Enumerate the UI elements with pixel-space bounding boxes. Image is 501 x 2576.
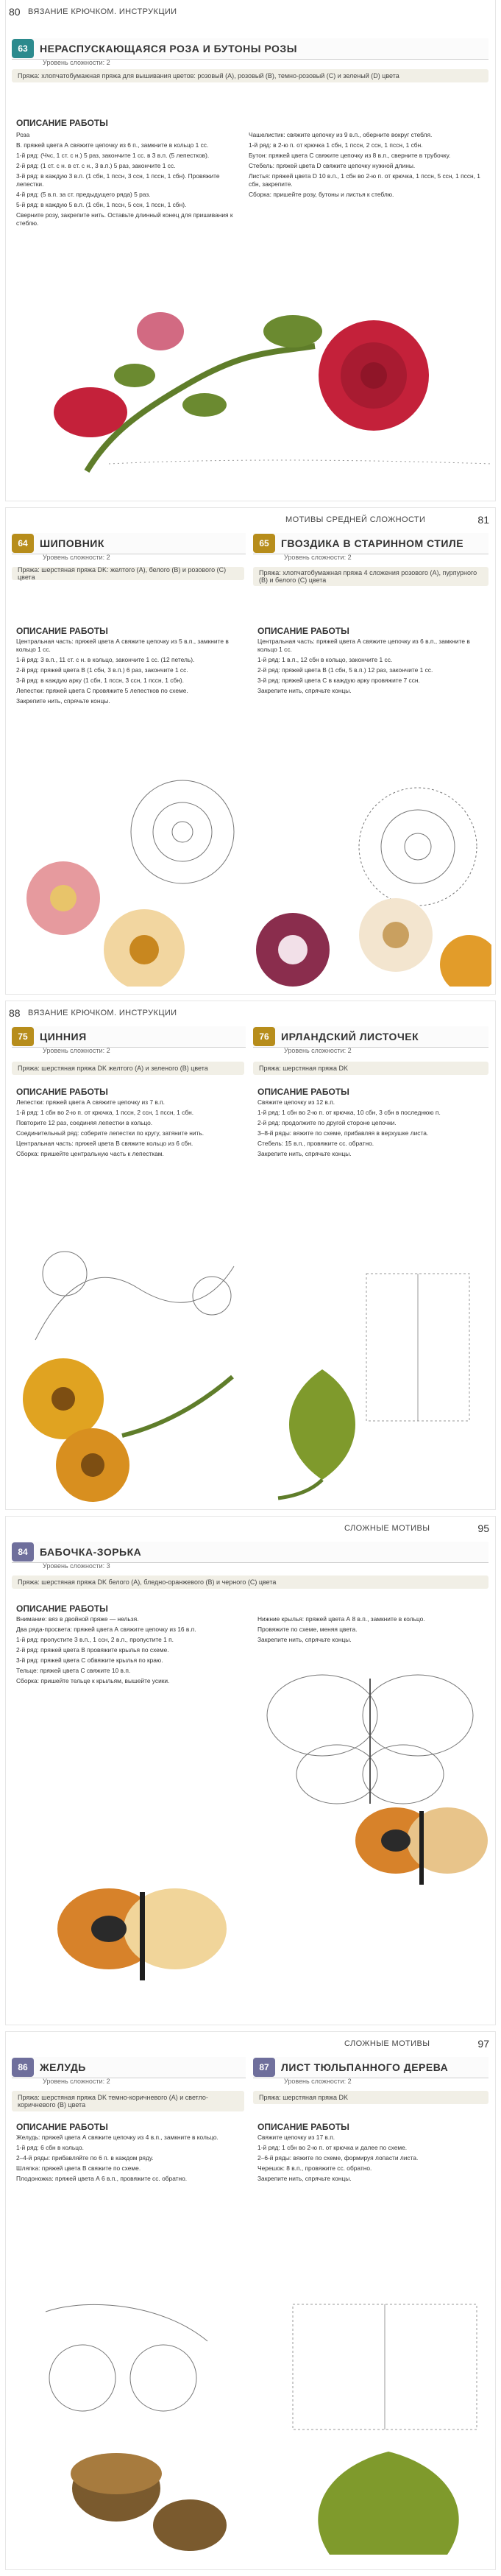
section-subhead: ОПИСАНИЕ РАБОТЫ bbox=[16, 626, 108, 636]
text-line: Стебель: пряжей цвета D свяжите цепочку нужной длины. bbox=[249, 162, 416, 169]
instructions-left bbox=[16, 2134, 237, 2281]
section-subtitle: Уровень сложности: 2 bbox=[284, 554, 352, 561]
section-subhead: ОПИСАНИЕ РАБОТЫ bbox=[16, 1087, 108, 1097]
text-line: Плодоножка: пряжей цвета А 6 в.п., провяжите сс. обратно. bbox=[16, 2175, 188, 2182]
text-line: 2-й ряд: (1 ст. с н. в ст. с н., 3 в.п.) 5 раз, закончите 1 сс. bbox=[16, 162, 176, 169]
text-line: 3-й ряд: в каждую 3 в.п. (1 сбн, 1 пссн, 3 ссн, 1 пссн, 1 сбн). Провяжите лепестки. bbox=[16, 172, 220, 188]
text-line: 1-й ряд: (Ччс, 1 ст. с н.) 5 раз, закончите 1 сс. в 3 в.п. (5 лепестков). bbox=[16, 152, 210, 159]
section-number-badge: 65 bbox=[253, 534, 275, 553]
butterfly-diagram bbox=[256, 1664, 484, 1811]
text-line: 1-й ряд: 3 в.п., 11 ст. с н. в кольцо, закончите 1 сс. (12 петель). bbox=[16, 656, 195, 663]
section-number-badge: 86 bbox=[12, 2058, 34, 2077]
section-subtitle: Уровень сложности: 2 bbox=[43, 2078, 110, 2085]
section-header-left bbox=[12, 1026, 246, 1048]
text-line: 1-й ряд: 1 в.п., 12 сбн в кольцо, закончите 1 сс. bbox=[257, 656, 393, 663]
page-number: 95 bbox=[477, 1522, 489, 1534]
section-number-badge: 75 bbox=[12, 1027, 34, 1046]
text-line: 3-й ряд: в каждую арку (1 сбн, 1 пссн, 3 ссн, 1 пссн, 1 сбн). bbox=[16, 677, 184, 684]
section-subtitle: Уровень сложности: 2 bbox=[43, 1047, 110, 1054]
text-line: Тельце: пряжей цвета С свяжите 10 в.п. bbox=[16, 1667, 131, 1674]
section-number-badge: 63 bbox=[12, 39, 34, 58]
text-line: 2–4-й ряды: прибавляйте по 6 п. в каждом ряду. bbox=[16, 2154, 154, 2162]
yarn-info: Пряжа: шерстяная пряжа DK bbox=[253, 1062, 488, 1075]
text-line: Стебель: 15 в.п., провяжите сс. обратно. bbox=[257, 1140, 374, 1147]
section-subtitle: Уровень сложности: 2 bbox=[43, 554, 110, 561]
yarn-info: Пряжа: шерстяная пряжа DK: желтого (А), белого (В) и розового (С) цвета bbox=[12, 567, 244, 580]
text-line: 2-й ряд: пряжей цвета В провяжите крылья по схеме. bbox=[16, 1646, 169, 1654]
section-title: ЛИСТ ТЮЛЬПАННОГО ДЕРЕВА bbox=[281, 2061, 449, 2073]
section-header bbox=[12, 1542, 488, 1563]
text-line: 2-й ряд: пряжей цвета В (1 сбн, 5 в.п.) 12 раз, закончите 1 сс. bbox=[257, 666, 433, 674]
section-subtitle: Уровень сложности: 3 bbox=[43, 1562, 110, 1570]
text-line: Листья: пряжей цвета D 10 в.п., 1 сбн во 2-ю п. от крючка, 1 пссн, 5 ссн, 1 пссн, 1 сбн, закрепите. bbox=[249, 172, 480, 188]
yarn-info: Пряжа: шерстяная пряжа DK белого (А), бледно-оранжевого (В) и черного (С) цвета bbox=[12, 1575, 488, 1589]
page-number: 88 bbox=[9, 1007, 21, 1019]
text-line: Закрепите нить, спрячьте концы. bbox=[257, 1636, 352, 1643]
acorn-photo bbox=[50, 2429, 256, 2562]
section-title: ЦИННИЯ bbox=[40, 1031, 87, 1042]
text-line: Центральная часть: пряжей цвета А свяжите цепочку из 6 в.п., замкните в кольцо 1 сс. bbox=[257, 638, 470, 653]
running-head: ВЯЗАНИЕ КРЮЧКОМ. ИНСТРУКЦИИ bbox=[28, 7, 177, 16]
text-line: Чашелистик: свяжите цепочку из 9 в.п., оберните вокруг стебля. bbox=[249, 131, 433, 138]
text-line: 1-й ряд: 1 сбн во 2-ю п. от крючка, 10 сбн, 3 сбн в последнюю п. bbox=[257, 1109, 441, 1116]
running-head: СЛОЖНЫЕ МОТИВЫ bbox=[344, 2039, 430, 2048]
page-88 bbox=[6, 1001, 495, 1509]
page-80 bbox=[6, 0, 495, 501]
section-title: ЖЕЛУДЬ bbox=[40, 2061, 86, 2073]
section-title: НЕРАСПУСКАЮЩАЯСЯ РОЗА И БУТОНЫ РОЗЫ bbox=[40, 43, 297, 54]
text-line: Провяжите по схеме, меняя цвета. bbox=[257, 1626, 358, 1633]
section-subhead: ОПИСАНИЕ РАБОТЫ bbox=[16, 118, 108, 128]
text-line: Бутон: пряжей цвета С свяжите цепочку из 8 в.п., сверните в трубочку. bbox=[249, 152, 451, 159]
text-line: 1-й ряд: пропустите 3 в.п., 1 ссн, 2 в.п., пропустите 1 п. bbox=[16, 1636, 174, 1643]
section-subhead: ОПИСАНИЕ РАБОТЫ bbox=[257, 626, 349, 636]
page-number: 80 bbox=[9, 6, 21, 18]
section-subhead: ОПИСАНИЕ РАБОТЫ bbox=[16, 1603, 108, 1614]
text-line: В. пряжей цвета А свяжите цепочку из 6 п., замкните в кольцо 1 сс. bbox=[16, 141, 209, 149]
butterfly-photo bbox=[50, 1863, 234, 2010]
text-line: 1-й ряд: 6 сбн в кольцо. bbox=[16, 2144, 84, 2151]
text-line: Желудь: пряжей цвета А свяжите цепочку из 4 в.п., замкните в кольцо. bbox=[16, 2134, 218, 2141]
text-line: Лепестки: пряжей цвета А свяжите цепочку из 7 в.п. bbox=[16, 1098, 165, 1106]
instructions-left bbox=[16, 1098, 237, 1224]
text-line: 5-й ряд: в каждую 5 в.п. (1 сбн, 1 пссн, 5 ссн, 1 пссн, 1 сбн). bbox=[16, 201, 187, 208]
running-head: ВЯЗАНИЕ КРЮЧКОМ. ИНСТРУКЦИИ bbox=[28, 1009, 177, 1017]
text-line: 2–6-й ряды: вяжите по схеме, формируя лопасти листа. bbox=[257, 2154, 419, 2162]
section-header bbox=[12, 38, 488, 60]
instructions-right bbox=[257, 1615, 486, 1659]
text-line: Центральная часть: пряжей цвета В свяжите кольцо из 6 сбн. bbox=[16, 1140, 193, 1147]
text-line: 1-й ряд: в 2-ю п. от крючка 1 сбн, 1 пссн, 2 ссн, 1 пссн, 1 сбн. bbox=[249, 141, 423, 149]
section-title: ШИПОВНИК bbox=[40, 537, 104, 549]
section-number-badge: 87 bbox=[253, 2058, 275, 2077]
text-line: Центральная часть: пряжей цвета А свяжите цепочку из 5 в.п., замкните в кольцо 1 сс. bbox=[16, 638, 229, 653]
text-line: 2-й ряд: продолжите по другой стороне цепочки. bbox=[257, 1119, 397, 1126]
wild-rose-photo bbox=[12, 854, 232, 987]
section-subhead: ОПИСАНИЕ РАБОТЫ bbox=[16, 2122, 108, 2132]
section-title: ГВОЗДИКА В СТАРИННОМ СТИЛЕ bbox=[281, 537, 464, 549]
text-line: Лепестки: пряжей цвета С провяжите 5 лепестков по схеме. bbox=[16, 687, 188, 694]
rose-leaf bbox=[263, 315, 322, 347]
yarn-info: Пряжа: хлопчатобумажная пряжа 4 сложения розового (А), пурпурного (В) и белого (С) цвета bbox=[253, 567, 488, 586]
text-line: Закрепите нить, спрячьте концы. bbox=[257, 2175, 352, 2182]
text-line: 3-й ряд: пряжей цвета С обвяжите крылья по краю. bbox=[16, 1656, 163, 1664]
text-line: Сборка: пришейте тельце к крыльям, вышейте усики. bbox=[16, 1677, 170, 1684]
text-line: Два ряда-просвета: пряжей цвета А свяжите цепочку из 16 в.п. bbox=[16, 1626, 196, 1633]
yarn-info: Пряжа: шерстяная пряжа DK желтого (А) и зеленого (В) цвета bbox=[12, 1062, 244, 1075]
section-header-left bbox=[12, 533, 246, 554]
tulip-leaf-diagram bbox=[285, 2297, 484, 2437]
text-line: Закрепите нить, спрячьте концы. bbox=[257, 1150, 352, 1157]
text-line: Свяжите цепочку из 12 в.п. bbox=[257, 1098, 335, 1106]
text-line: Роза bbox=[16, 131, 30, 138]
section-subhead: ОПИСАНИЕ РАБОТЫ bbox=[257, 1087, 349, 1097]
irish-leaf-photo bbox=[249, 1355, 396, 1502]
rose-bud bbox=[54, 387, 127, 437]
text-line: Закрепите нить, спрячьте концы. bbox=[16, 697, 110, 705]
text-line: Соединительный ряд: соберите лепестки по кругу, затяните нить. bbox=[16, 1129, 205, 1137]
rose-bud bbox=[137, 312, 184, 350]
section-subtitle: Уровень сложности: 2 bbox=[284, 2078, 352, 2085]
page-95 bbox=[6, 1517, 495, 2025]
running-head: МОТИВЫ СРЕДНЕЙ СЛОЖНОСТИ bbox=[285, 515, 426, 524]
page-number: 81 bbox=[477, 514, 489, 526]
section-number-badge: 64 bbox=[12, 534, 34, 553]
section-title: ИРЛАНДСКИЙ ЛИСТОЧЕК bbox=[281, 1031, 419, 1042]
instructions-left bbox=[16, 131, 237, 278]
yarn-info: Пряжа: хлопчатобумажная пряжа для вышивания цветов: розовый (А), розовый (В), темно-розовый (С) и зеленый (D) цвета bbox=[12, 69, 488, 82]
section-subtitle: Уровень сложности: 2 bbox=[43, 59, 110, 66]
section-number-badge: 84 bbox=[12, 1542, 34, 1562]
running-head: СЛОЖНЫЕ МОТИВЫ bbox=[344, 1524, 430, 1533]
text-line: Сверните розу, закрепите нить. Оставьте длинный конец для пришивания к стеблю. bbox=[16, 211, 233, 227]
rose-photo bbox=[21, 287, 491, 486]
text-line: 2-й ряд: пряжей цвета В (1 сбн, 3 в.п.) 6 раз, закончите 1 сс. bbox=[16, 666, 188, 674]
rose-leaf bbox=[114, 364, 155, 387]
text-line: Черешок: 8 в.п., провяжите сс. обратно. bbox=[257, 2164, 372, 2172]
text-line: Свяжите цепочку из 17 в.п. bbox=[257, 2134, 335, 2141]
section-header-left bbox=[12, 2057, 246, 2078]
text-line: 3-й ряд: пряжей цвета С в каждую арку провяжите 7 ссн. bbox=[257, 677, 420, 684]
section-subhead: ОПИСАНИЕ РАБОТЫ bbox=[257, 2122, 349, 2132]
text-line: 4-й ряд: (5 в.п. за ст. предыдущего ряда) 5 раз. bbox=[16, 191, 151, 198]
text-line: 1-й ряд: 1 сбн во 2-ю п. от крючка, 1 пссн, 2 ссн, 1 пссн, 1 сбн. bbox=[16, 1109, 194, 1116]
tulip-leaf-photo bbox=[285, 2444, 491, 2562]
page-number: 97 bbox=[477, 2038, 489, 2050]
text-line: 1-й ряд: 1 сбн во 2-ю п. от крючка и далее по схеме. bbox=[257, 2144, 408, 2151]
text-line: Нижние крылья: пряжей цвета А 8 в.п., замкните в кольцо. bbox=[257, 1615, 425, 1623]
text-line: Сборка: пришейте розу, бутоны и листья к стеблю. bbox=[249, 191, 394, 198]
section-header-right bbox=[253, 1026, 488, 1048]
text-line: Внимание: вяз в двойной пряже — нельзя. bbox=[16, 1615, 139, 1623]
text-line: Повторите 12 раз, соединяя лепестки в кольцо. bbox=[16, 1119, 153, 1126]
yarn-info: Пряжа: шерстяная пряжа DK bbox=[253, 2091, 488, 2104]
instructions-left bbox=[16, 1615, 237, 1858]
butterfly-photo bbox=[352, 1796, 491, 1899]
section-subtitle: Уровень сложности: 2 bbox=[284, 1047, 352, 1054]
text-line: Сборка: пришейте центральную часть к лепесткам. bbox=[16, 1150, 164, 1157]
yarn-info: Пряжа: шерстяная пряжа DK темно-коричневого (А) и светло-коричневого (В) цвета bbox=[12, 2091, 244, 2111]
text-line: Закрепите нить, спрячьте концы. bbox=[257, 687, 352, 694]
zinnia-photo bbox=[12, 1347, 247, 1502]
rose-leaf bbox=[182, 393, 227, 417]
section-header-right bbox=[253, 2057, 488, 2078]
text-line: Шляпка: пряжей цвета В свяжите по схеме. bbox=[16, 2164, 141, 2172]
page-81 bbox=[6, 508, 495, 994]
chart-line bbox=[109, 460, 491, 464]
text-line: 3–8-й ряды: вяжите по схеме, прибавляя в верхушке листа. bbox=[257, 1129, 429, 1137]
page-97 bbox=[6, 2032, 495, 2569]
instructions-right bbox=[257, 2134, 486, 2281]
carnation-photo bbox=[249, 891, 491, 987]
section-number-badge: 76 bbox=[253, 1027, 275, 1046]
instructions-right bbox=[249, 131, 484, 278]
acorn-diagram bbox=[16, 2297, 237, 2422]
section-title: БАБОЧКА-ЗОРЬКА bbox=[40, 1546, 142, 1558]
instructions-right bbox=[257, 1098, 486, 1260]
section-header-right bbox=[253, 533, 488, 554]
